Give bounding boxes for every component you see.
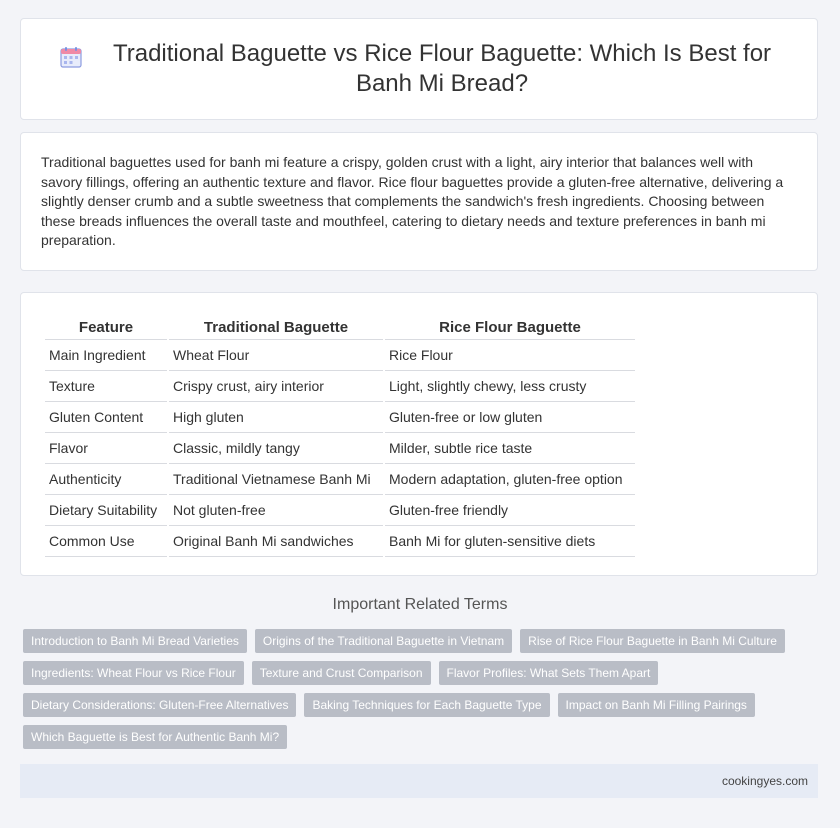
table-cell: Common Use: [45, 526, 167, 557]
related-term-tag[interactable]: Ingredients: Wheat Flour vs Rice Flour: [23, 661, 244, 685]
related-term-tag[interactable]: Baking Techniques for Each Baguette Type: [304, 693, 549, 717]
table-cell: Crispy crust, airy interior: [169, 371, 383, 402]
table-cell: Dietary Suitability: [45, 495, 167, 526]
related-term-tag[interactable]: Introduction to Banh Mi Bread Varieties: [23, 629, 247, 653]
table-cell: Milder, subtle rice taste: [385, 433, 635, 464]
related-term-tag[interactable]: Which Baguette is Best for Authentic Banh Mi?: [23, 725, 287, 749]
table-cell: Not gluten-free: [169, 495, 383, 526]
header-rice-flour: Rice Flour Baguette: [385, 315, 635, 340]
table-cell: Modern adaptation, gluten-free option: [385, 464, 635, 495]
table-cell: Classic, mildly tangy: [169, 433, 383, 464]
calendar-icon: [59, 45, 83, 69]
related-term-tag[interactable]: Dietary Considerations: Gluten-Free Alternatives: [23, 693, 296, 717]
comparison-card: [20, 292, 818, 576]
footer: [20, 764, 818, 798]
related-term-tag[interactable]: Texture and Crust Comparison: [252, 661, 431, 685]
table-cell: Light, slightly chewy, less crusty: [385, 371, 635, 402]
table-cell: Texture: [45, 371, 167, 402]
related-terms-title: Important Related Terms: [332, 596, 508, 613]
related-terms-list: [23, 629, 803, 757]
related-term-tag[interactable]: Flavor Profiles: What Sets Them Apart: [439, 661, 659, 685]
table-row: [45, 433, 635, 464]
table-cell: Authenticity: [45, 464, 167, 495]
table-cell: Main Ingredient: [45, 340, 167, 371]
table-cell: Gluten Content: [45, 402, 167, 433]
table-cell: Original Banh Mi sandwiches: [169, 526, 383, 557]
table-cell: High gluten: [169, 402, 383, 433]
header-traditional: Traditional Baguette: [169, 315, 383, 340]
title-card: [20, 18, 818, 120]
title-wrap: [59, 39, 779, 99]
related-term-tag[interactable]: Rise of Rice Flour Baguette in Banh Mi Culture: [520, 629, 785, 653]
table-cell: Gluten-free or low gluten: [385, 402, 635, 433]
comparison-table: [43, 315, 637, 557]
table-row: [45, 340, 635, 371]
table-header-row: [45, 315, 635, 340]
table-cell: Traditional Vietnamese Banh Mi: [169, 464, 383, 495]
table-row: [45, 526, 635, 557]
table-cell: Flavor: [45, 433, 167, 464]
table-row: [45, 371, 635, 402]
table-row: [45, 495, 635, 526]
header-feature: Feature: [45, 315, 167, 340]
related-term-tag[interactable]: Origins of the Traditional Baguette in Vietnam: [255, 629, 512, 653]
table-cell: Gluten-free friendly: [385, 495, 635, 526]
table-cell: Banh Mi for gluten-sensitive diets: [385, 526, 635, 557]
table-cell: Wheat Flour: [169, 340, 383, 371]
table-row: [45, 402, 635, 433]
footer-site-link[interactable]: cookingyes.com: [721, 774, 808, 788]
page-title: Traditional Baguette vs Rice Flour Baguette: Which Is Best for Banh Mi Bread?: [112, 40, 772, 97]
table-row: [45, 464, 635, 495]
intro-card: [20, 132, 818, 271]
related-term-tag[interactable]: Impact on Banh Mi Filling Pairings: [558, 693, 755, 717]
intro-paragraph: Traditional baguettes used for banh mi feature a crispy, golden crust with a light, airy interior that balances well with savory fillings, offering an authentic texture and flavor. Rice flour baguettes provide a gluten-free alternative, delivering a slightly denser crumb and a subtle sweetness that complements the sandwich's fresh ingredients. Choosing between these breads influences the overall taste and mouthfeel, catering to dietary needs and texture preferences in banh mi preparation.: [41, 154, 784, 249]
table-cell: Rice Flour: [385, 340, 635, 371]
